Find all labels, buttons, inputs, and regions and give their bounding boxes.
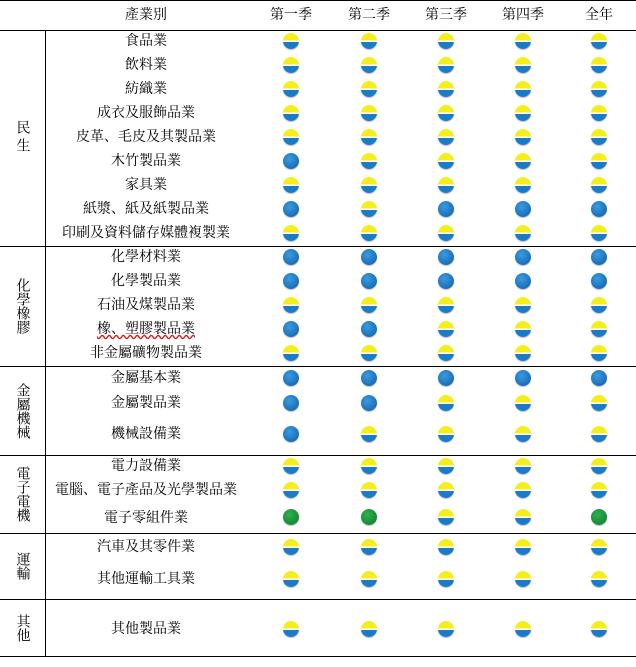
status-dot <box>515 33 531 49</box>
status-dot <box>361 395 377 411</box>
row-label: 紡織業 <box>125 81 167 97</box>
status-dot <box>438 225 454 241</box>
status-dot <box>283 105 299 121</box>
status-dot <box>361 273 377 289</box>
status-dot <box>438 129 454 145</box>
row-label: 電力設備業 <box>111 458 181 474</box>
status-dot <box>361 297 377 313</box>
row-label: 化學製品業 <box>111 273 181 289</box>
status-dot <box>591 509 607 525</box>
status-dot <box>283 395 299 411</box>
status-dot <box>515 105 531 121</box>
status-dot <box>283 426 299 442</box>
header-q1: 第一季 <box>270 7 312 23</box>
status-dot <box>591 395 607 411</box>
row-label: 飲料業 <box>125 57 167 73</box>
status-dot <box>591 177 607 193</box>
status-dot <box>361 539 377 555</box>
status-dot <box>515 370 531 386</box>
status-dot <box>361 458 377 474</box>
status-dot <box>438 33 454 49</box>
status-dot <box>283 273 299 289</box>
status-dot <box>283 370 299 386</box>
status-dot <box>515 426 531 442</box>
row-label: 紙漿、紙及紙製品業 <box>83 201 209 217</box>
row-label: 非金屬礦物製品業 <box>90 345 202 361</box>
row-label: 金屬製品業 <box>111 395 181 411</box>
status-dot <box>438 177 454 193</box>
status-dot <box>361 249 377 265</box>
status-dot <box>591 81 607 97</box>
status-dot <box>361 153 377 169</box>
status-dot <box>591 57 607 73</box>
status-dot <box>438 426 454 442</box>
row-label: 石油及煤製品業 <box>97 297 195 313</box>
status-dot <box>438 105 454 121</box>
status-dot <box>591 201 607 217</box>
status-dot <box>361 370 377 386</box>
status-dot <box>283 458 299 474</box>
status-dot <box>438 539 454 555</box>
status-dot <box>438 621 454 637</box>
status-dot <box>283 129 299 145</box>
row-label: 汽車及其零件業 <box>97 539 195 555</box>
status-dot <box>361 621 377 637</box>
status-dot <box>283 249 299 265</box>
category-other <box>0 600 45 656</box>
status-dot <box>515 539 531 555</box>
status-dot <box>515 321 531 337</box>
status-dot <box>361 177 377 193</box>
status-dot <box>361 321 377 337</box>
row-label <box>46 318 246 340</box>
status-dot <box>515 81 531 97</box>
category-transport <box>0 534 45 598</box>
status-dot <box>361 81 377 97</box>
status-dot <box>283 153 299 169</box>
status-dot <box>515 249 531 265</box>
status-dot <box>361 225 377 241</box>
status-dot <box>438 345 454 361</box>
row-label: 其他運輸工具業 <box>97 571 195 587</box>
status-dot <box>283 57 299 73</box>
status-dot <box>591 370 607 386</box>
status-dot <box>591 345 607 361</box>
status-dot <box>283 33 299 49</box>
category-other-label: 其他 <box>14 614 31 642</box>
status-dot <box>438 482 454 498</box>
category-metal-label: 金屬機械 <box>14 383 31 439</box>
status-dot <box>283 571 299 587</box>
status-dot <box>438 249 454 265</box>
category-electronics-label: 電子電機 <box>14 466 31 522</box>
header-q2: 第二季 <box>348 7 390 23</box>
status-dot <box>515 153 531 169</box>
status-dot <box>515 297 531 313</box>
status-dot <box>361 201 377 217</box>
status-dot <box>591 539 607 555</box>
category-transport-label: 運輸 <box>14 552 31 580</box>
status-dot <box>438 297 454 313</box>
category-metal-machinery <box>0 367 45 455</box>
category-electronics <box>0 456 45 532</box>
group-divider <box>0 599 636 600</box>
row-label: 電子零組件業 <box>104 510 188 526</box>
status-dot <box>591 458 607 474</box>
status-dot <box>438 81 454 97</box>
status-dot <box>591 571 607 587</box>
status-dot <box>591 297 607 313</box>
status-dot <box>283 177 299 193</box>
row-label: 家具業 <box>125 177 167 193</box>
bottom-border <box>0 656 636 657</box>
category-livelihood <box>0 31 45 245</box>
status-dot <box>283 621 299 637</box>
status-dot <box>438 321 454 337</box>
row-label: 金屬基本業 <box>111 370 181 386</box>
status-dot <box>591 129 607 145</box>
status-dot <box>361 345 377 361</box>
row-label: 其他製品業 <box>111 621 181 637</box>
category-livelihood-label: 民生 <box>14 120 31 156</box>
status-dot <box>361 33 377 49</box>
status-dot <box>515 621 531 637</box>
header-industry: 產業別 <box>125 7 167 23</box>
status-dot <box>515 345 531 361</box>
status-dot <box>591 321 607 337</box>
status-dot <box>438 153 454 169</box>
row-label: 印刷及資料儲存媒體複製業 <box>62 225 230 241</box>
status-dot <box>515 177 531 193</box>
status-dot <box>361 57 377 73</box>
status-dot <box>361 482 377 498</box>
status-dot <box>283 297 299 313</box>
category-chemical-label: 化學橡膠 <box>14 278 31 334</box>
status-dot <box>591 153 607 169</box>
status-dot <box>515 129 531 145</box>
category-chemical <box>0 247 45 365</box>
status-dot <box>438 273 454 289</box>
status-dot <box>438 201 454 217</box>
status-dot <box>438 370 454 386</box>
status-dot <box>361 105 377 121</box>
status-dot <box>283 345 299 361</box>
status-dot <box>361 426 377 442</box>
status-dot <box>591 105 607 121</box>
status-dot <box>515 201 531 217</box>
status-dot <box>515 395 531 411</box>
status-dot <box>591 426 607 442</box>
status-dot <box>591 273 607 289</box>
row-label: 機械設備業 <box>111 426 181 442</box>
header-full-year: 全年 <box>585 7 613 23</box>
status-dot <box>515 482 531 498</box>
row-label-text: 橡、塑膠製品業 <box>97 321 195 337</box>
status-dot <box>591 249 607 265</box>
status-dot <box>591 33 607 49</box>
status-dot <box>515 458 531 474</box>
status-dot <box>283 81 299 97</box>
top-border <box>0 0 636 1</box>
status-dot <box>283 201 299 217</box>
status-dot <box>283 482 299 498</box>
status-dot <box>438 509 454 525</box>
group-divider <box>0 533 636 534</box>
status-dot <box>515 273 531 289</box>
status-dot <box>515 509 531 525</box>
row-label: 成衣及服飾品業 <box>97 105 195 121</box>
row-label: 皮革、毛皮及其製品業 <box>76 129 216 145</box>
status-dot <box>515 225 531 241</box>
status-dot <box>591 621 607 637</box>
status-dot <box>591 225 607 241</box>
status-dot <box>438 57 454 73</box>
status-dot <box>283 509 299 525</box>
status-dot <box>361 509 377 525</box>
status-dot <box>361 571 377 587</box>
row-label: 食品業 <box>125 33 167 49</box>
row-label: 電腦、電子產品及光學製品業 <box>55 482 237 498</box>
status-dot <box>438 458 454 474</box>
status-dot <box>283 225 299 241</box>
status-dot <box>515 571 531 587</box>
status-dot <box>361 129 377 145</box>
status-dot <box>283 539 299 555</box>
status-dot <box>515 57 531 73</box>
row-label: 化學材料業 <box>111 249 181 265</box>
status-dot <box>438 571 454 587</box>
row-label: 木竹製品業 <box>111 153 181 169</box>
header-q3: 第三季 <box>425 7 467 23</box>
status-dot <box>591 482 607 498</box>
status-dot <box>438 395 454 411</box>
status-dot <box>283 321 299 337</box>
header-q4: 第四季 <box>502 7 544 23</box>
